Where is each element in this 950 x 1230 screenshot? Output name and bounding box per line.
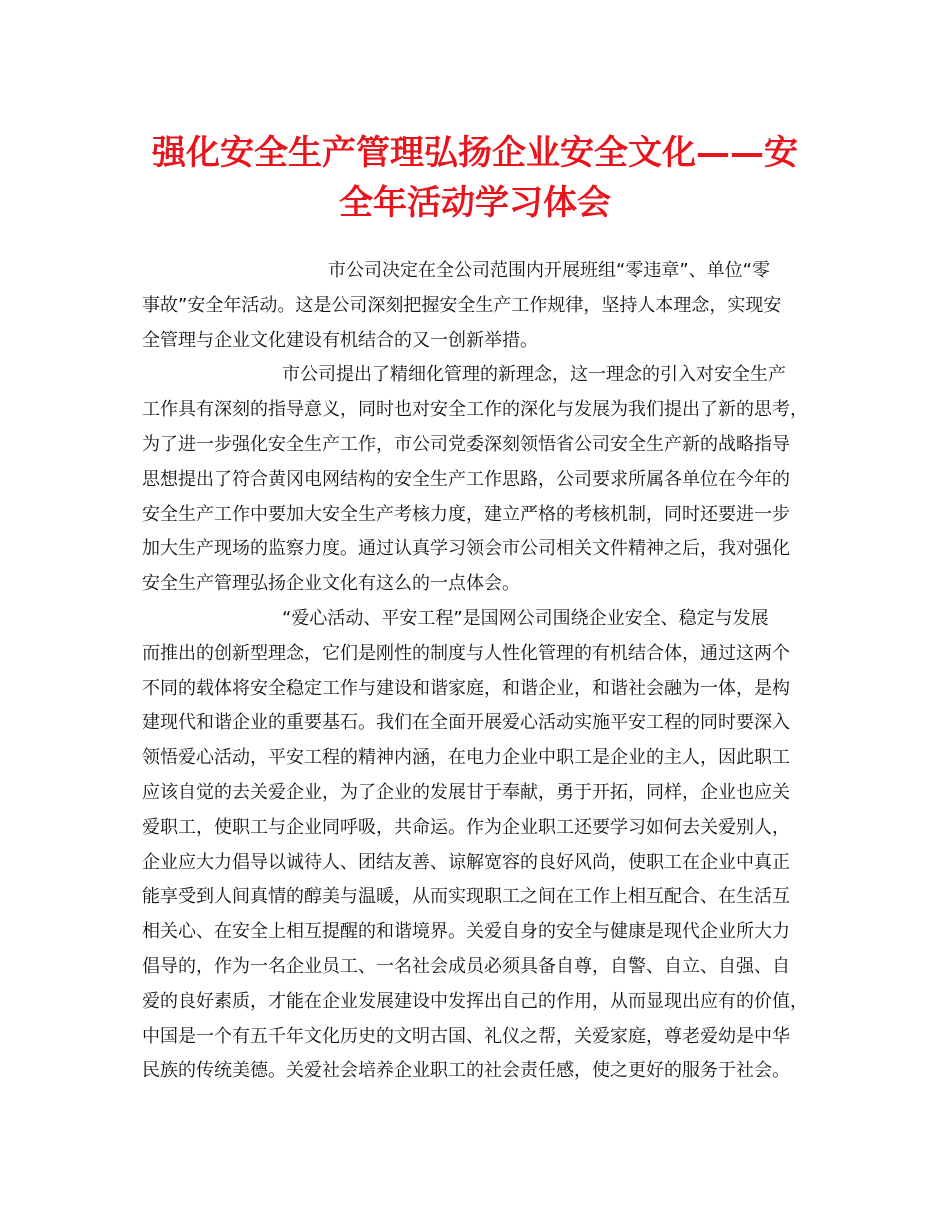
paragraph [142, 602, 810, 1089]
paragraph-line: 爱的良好素质，才能在企业发展建设中发挥出自己的作用，从而显现出应有的价值， [142, 990, 808, 1012]
paragraph-line: 相关心、在安全上相互提醒的和谐境界。关爱自身的安全与健康是现代企业所大力 [142, 921, 790, 943]
paragraph-line: 中国是一个有五千年文化历史的文明古国、礼仪之帮，关爱家庭，尊老爱幼是中华 [142, 1025, 790, 1047]
paragraph-line: 建现代和谐企业的重要基石。我们在全面开展爱心活动实施平安工程的同时要深入 [142, 712, 790, 734]
document-body [142, 254, 810, 1089]
paragraph [142, 358, 810, 602]
paragraph-line: 全管理与企业文化建设有机结合的又一创新举措。 [142, 329, 538, 351]
paragraph-line: 领悟爱心活动，平安工程的精神内涵，在电力企业中职工是企业的主人，因此职工 [142, 747, 790, 769]
paragraph-line: “爱心活动、平安工程”是国网公司围绕企业安全、稳定与发展 [282, 607, 769, 629]
paragraph-line: 倡导的，作为一名企业员工、一名社会成员必须具备自尊，自警、自立、自强、自 [142, 955, 790, 977]
paragraph-line: 企业应大力倡导以诚待人、团结友善、谅解宽容的良好风尚，使职工在企业中真正 [142, 851, 790, 873]
title-line-1: 强化安全生产管理弘扬企业安全文化——安 [152, 133, 798, 173]
title-line-2: 全年活动学习体会 [339, 183, 611, 223]
paragraph-line: 事故”安全年活动。这是公司深刻把握安全生产工作规律，坚持人本理念，实现安 [142, 294, 782, 316]
paragraph-line: 民族的传统美德。关爱社会培养企业职工的社会责任感，使之更好的服务于社会。 [142, 1060, 790, 1082]
paragraph-line: 市公司提出了精细化管理的新理念，这一理念的引入对安全生产 [282, 364, 786, 386]
paragraph-line: 加大生产现场的监察力度。通过认真学习领会市公司相关文件精神之后，我对强化 [142, 538, 790, 560]
paragraph-line: 应该自觉的去关爱企业，为了企业的发展甘于奉献，勇于开拓，同样，企业也应关 [142, 781, 790, 803]
paragraph-line: 而推出的创新型理念，它们是刚性的制度与人性化管理的有机结合体，通过这两个 [142, 642, 790, 664]
paragraph-line: 市公司决定在全公司范围内开展班组“零违章”、单位“零 [328, 260, 770, 281]
paragraph-line: 不同的载体将安全稳定工作与建设和谐家庭，和谐企业，和谐社会融为一体，是构 [142, 677, 790, 699]
paragraph [142, 254, 810, 358]
paragraph-line: 安全生产工作中要加大安全生产考核力度，建立严格的考核机制，同时还要进一步 [142, 503, 790, 525]
paragraph-line: 能享受到人间真情的醇美与温暖，从而实现职工之间在工作上相互配合、在生活互 [142, 886, 790, 908]
paragraph-line: 思想提出了符合黄冈电网结构的安全生产工作思路，公司要求所属各单位在今年的 [142, 468, 790, 490]
paragraph-line: 爱职工，使职工与企业同呼吸，共命运。作为企业职工还要学习如何去关爱别人， [142, 816, 790, 838]
paragraph-line: 安全生产管理弘扬企业文化有这么的一点体会。 [142, 573, 520, 595]
paragraph-line: 工作具有深刻的指导意义，同时也对安全工作的深化与发展为我们提出了新的思考， [142, 399, 808, 421]
document-title [140, 128, 810, 228]
paragraph-line: 为了进一步强化安全生产工作，市公司党委深刻领悟省公司安全生产新的战略指导 [142, 433, 790, 455]
